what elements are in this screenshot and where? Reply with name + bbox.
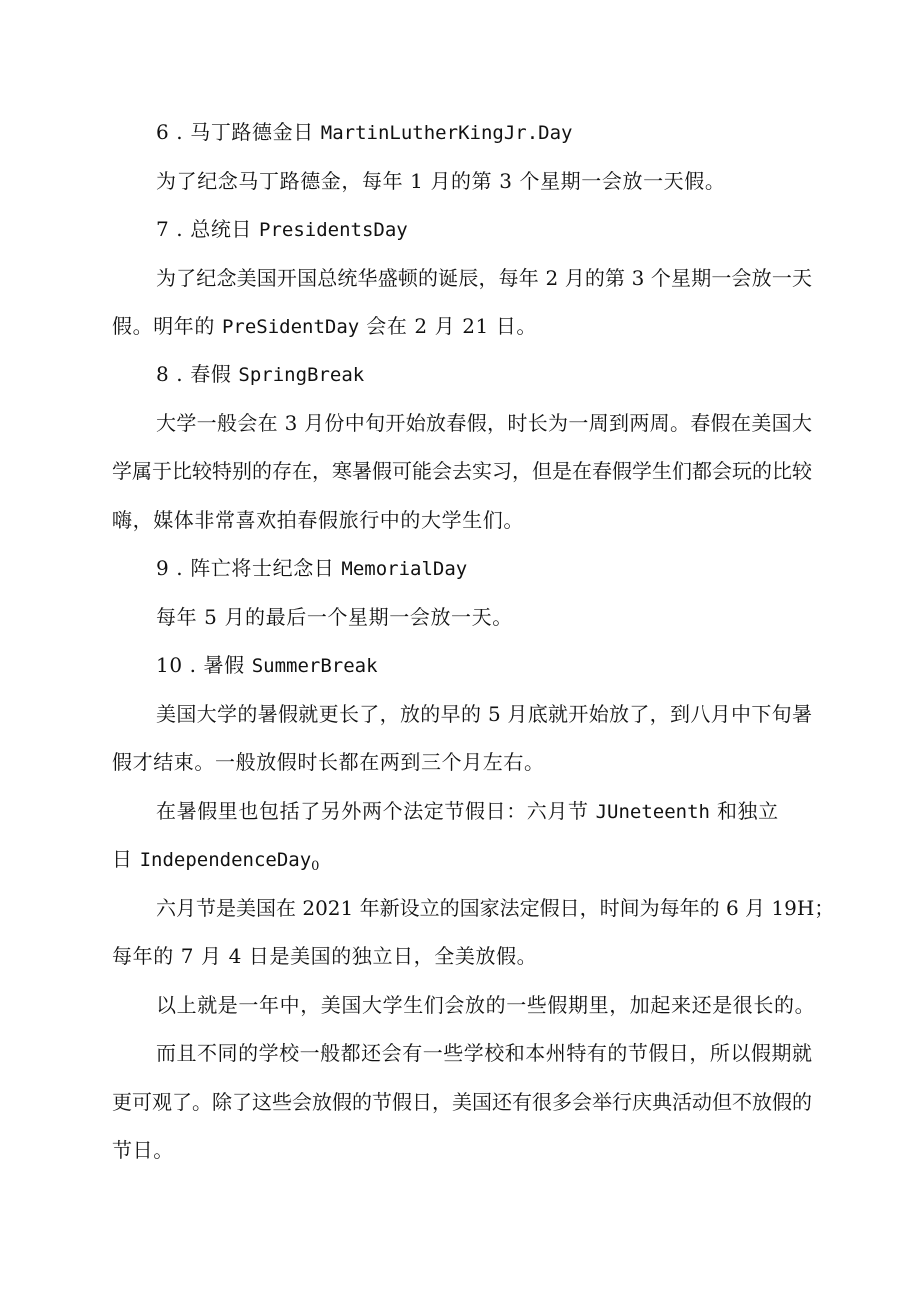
heading-number: 9 . <box>156 556 184 580</box>
text-segment: 会在 2 月 21 日。 <box>366 314 538 338</box>
paragraph-presidents-day-line1: 为了纪念美国开国总统华盛顿的诞辰，每年 2 月的第 3 个星期一会放一天 <box>156 266 812 290</box>
heading-number: 8 . <box>156 362 184 386</box>
heading-mlk-day <box>156 119 812 146</box>
heading-presidents-day <box>156 216 812 243</box>
text-segment: 日 <box>112 847 133 871</box>
paragraph-juneteenth-line2: 每年的 7 月 4 日是美国的独立日，全美放假。 <box>112 944 538 968</box>
heading-english: MartinLutherKingJr.Day <box>320 122 573 144</box>
paragraph-summary: 以上就是一年中，美国大学生们会放的一些假期里，加起来还是很长的。 <box>156 993 816 1017</box>
english-term: JUneteenth <box>595 801 710 823</box>
heading-number: 7 . <box>156 217 184 241</box>
paragraph-summer-break-line1: 美国大学的暑假就更长了，放的早的 5 月底就开始放了，到八月中下旬暑 <box>156 702 812 726</box>
subscript: 0 <box>311 859 321 874</box>
paragraph-spring-break-line1: 大学一般会在 3 月份中旬开始放春假，时长为一周到两周。春假在美国大 <box>156 411 812 435</box>
paragraph-presidents-day-line2 <box>112 313 812 340</box>
heading-chinese: 马丁路德金日 <box>190 120 314 144</box>
heading-memorial-day <box>156 555 812 582</box>
text-segment: 在暑假里也包括了另外两个法定节假日：六月节 <box>156 799 589 823</box>
heading-summer-break <box>156 652 812 679</box>
paragraph-holidays-line2 <box>112 846 812 873</box>
heading-english: PresidentsDay <box>259 219 408 241</box>
text-segment: 和独立 <box>716 799 779 823</box>
text-segment: 假。明年的 <box>112 314 215 338</box>
heading-chinese: 总统日 <box>190 217 253 241</box>
paragraph-closing-line1: 而且不同的学校一般都还会有一些学校和本州特有的节假日，所以假期就 <box>156 1041 812 1065</box>
paragraph-summer-break-line2: 假才结束。一般放假时长都在两到三个月左右。 <box>112 750 545 774</box>
heading-chinese: 春假 <box>190 362 232 386</box>
heading-english: SpringBreak <box>238 364 365 386</box>
paragraph-spring-break-line2: 学属于比较特别的存在，寒暑假可能会去实习，但是在春假学生们都会玩的比较 <box>112 459 812 483</box>
paragraph-closing-line3: 节日。 <box>112 1138 174 1162</box>
heading-number: 10 . <box>156 653 197 677</box>
paragraph-mlk-day: 为了纪念马丁路德金，每年 1 月的第 3 个星期一会放一天假。 <box>156 169 726 193</box>
heading-english: SummerBreak <box>251 655 378 677</box>
paragraph-closing-line2: 更可观了。除了这些会放假的节假日，美国还有很多会举行庆典活动但不放假的 <box>112 1090 812 1114</box>
paragraph-spring-break-line3: 嗨，媒体非常喜欢拍春假旅行中的大学生们。 <box>112 508 524 532</box>
paragraph-memorial-day: 每年 5 月的最后一个星期一会放一天。 <box>156 605 513 629</box>
heading-chinese: 阵亡将士纪念日 <box>190 556 335 580</box>
heading-spring-break <box>156 361 812 388</box>
heading-number: 6 . <box>156 120 184 144</box>
paragraph-holidays-line1 <box>156 798 812 825</box>
english-term: PreSidentDay <box>221 316 360 338</box>
heading-chinese: 暑假 <box>203 653 245 677</box>
heading-english: MemorialDay <box>341 558 468 580</box>
english-term: IndependenceDay <box>139 849 312 871</box>
paragraph-juneteenth-line1: 六月节是美国在 2021 年新设立的国家法定假日，时间为每年的 6 月 19H； <box>156 896 835 920</box>
